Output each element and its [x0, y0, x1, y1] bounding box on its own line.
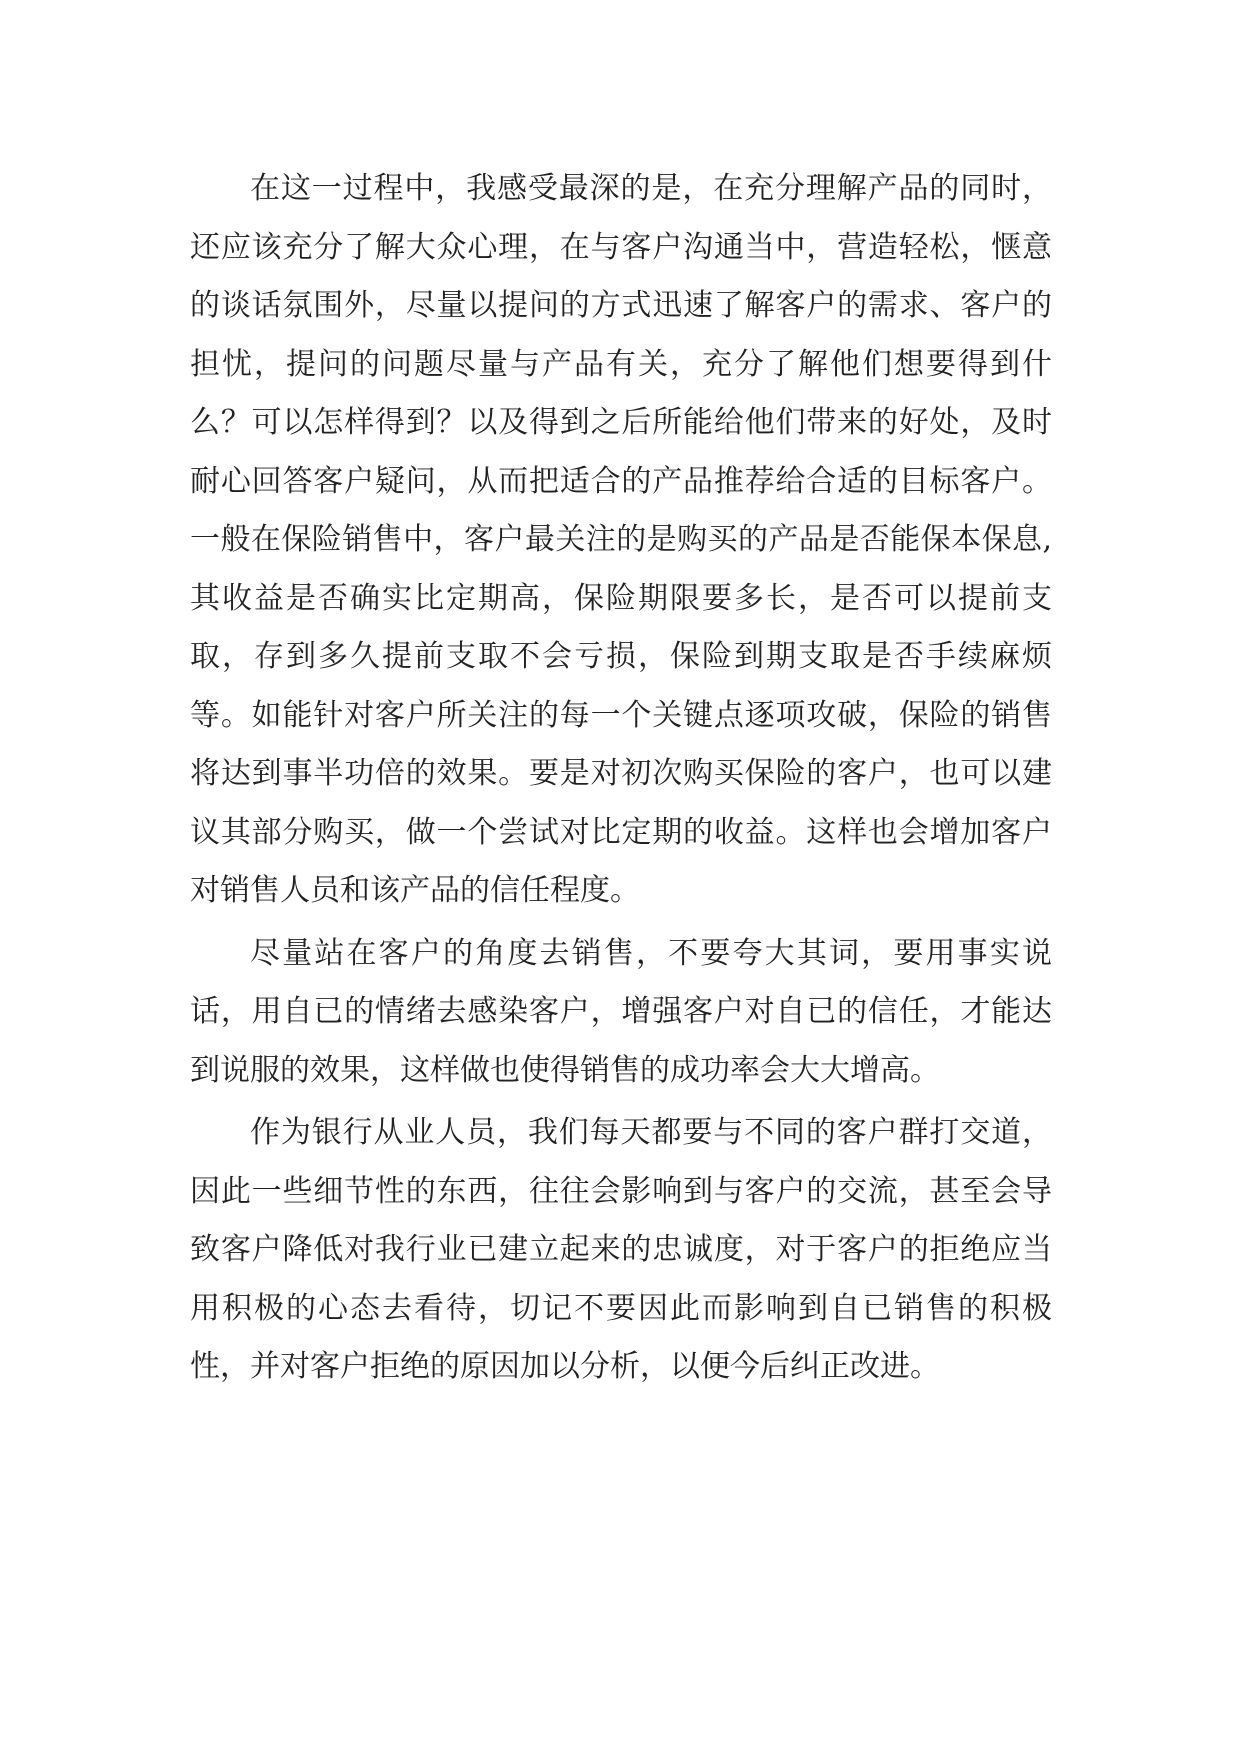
paragraph-2: 尽量站在客户的角度去销售，不要夸大其词，要用事实说话，用自已的情绪去感染客户，增强客户对自已的信任，才能达到说服的效果，这样做也使得销售的成功率会大大增高。 [190, 935, 1052, 1088]
document-body [190, 160, 1052, 1401]
paragraph-3: 作为银行从业人员，我们每天都要与不同的客户群打交道，因此一些细节性的东西，往往会影响到与客户的交流，甚至会导致客户降低对我行业已建立起来的忠诚度，对于客户的拒绝应当用积极的心态去看待，切记不要因此而影响到自已销售的积极性，并对客户拒绝的原因加以分析，以便今后纠正改进。 [190, 1115, 1052, 1384]
paragraph-1: 在这一过程中，我感受最深的是，在充分理解产品的同时，还应该充分了解大众心理，在与客户沟通当中，营造轻松，惬意的谈话氛围外，尽量以提问的方式迅速了解客户的需求、客户的担忧，提问的问题尽量与产品有关，充分了解他们想要得到什么？可以怎样得到？以及得到之后所能给他们带来的好处，及时耐心回答客户疑问，从而把适合的产品推荐给合适的目标客户。一般在保险销售中，客户最关注的是购买的产品是否能保本保息,其收益是否确实比定期高，保险期限要多长，是否可以提前支取，存到多久提前支取不会亏损，保险到期支取是否手续麻烦等。如能针对客户所关注的每一个关键点逐项攻破，保险的销售将达到事半功倍的效果。要是对初次购买保险的客户，也可以建议其部分购买，做一个尝试对比定期的收益。这样也会增加客户对销售人员和该产品的信任程度。 [190, 171, 1052, 908]
